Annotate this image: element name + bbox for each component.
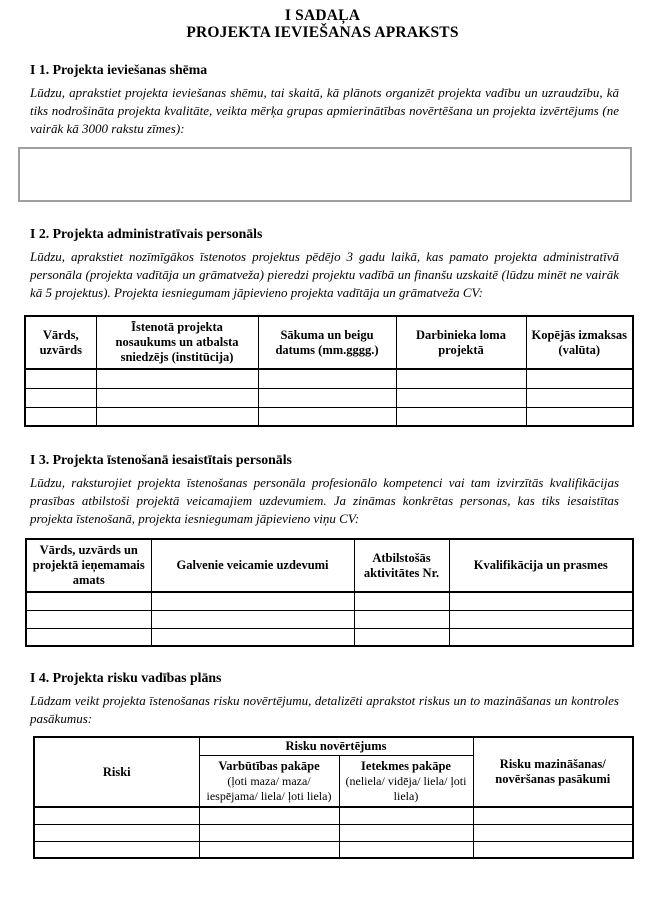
section-heading-i1: I 1. Projekta ieviešanas shēma bbox=[30, 62, 208, 77]
empty-cell[interactable] bbox=[473, 841, 633, 858]
section-description-i2: Lūdzu, aprakstiet nozīmīgākos īstenotos projektus pēdējo 3 gadu laikā, kas pamato projekta administratīvā personāla (projekta vadītāja un grāmatveža) pieredzi projektu vadībā un finanšu uzskaitē (lūdzu minēt ne vairāk kā 5 projektus). Projekta iesniegumam jāpievieno projekta vadītāja un grāmatveža CV: bbox=[30, 249, 619, 300]
table-row bbox=[25, 388, 633, 407]
empty-cell[interactable] bbox=[354, 592, 449, 610]
column-header-darbinieka-loma: Darbinieka loma projektā bbox=[396, 316, 526, 369]
empty-cell[interactable] bbox=[34, 807, 199, 824]
empty-cell[interactable] bbox=[339, 807, 473, 824]
empty-cell[interactable] bbox=[339, 841, 473, 858]
empty-cell[interactable] bbox=[258, 407, 396, 426]
implementation-table-header-row bbox=[26, 539, 633, 592]
empty-cell[interactable] bbox=[258, 388, 396, 407]
column-header-risku-mazinasanas: Risku mazināšanas/ novēršanas pasākumi bbox=[473, 737, 633, 807]
table-row bbox=[25, 369, 633, 388]
empty-cell[interactable] bbox=[25, 407, 96, 426]
section-heading-i2: I 2. Projekta administratīvais personāls bbox=[30, 226, 263, 241]
scheme-text-input[interactable] bbox=[18, 147, 632, 202]
empty-cell[interactable] bbox=[258, 369, 396, 388]
empty-cell[interactable] bbox=[526, 407, 633, 426]
column-header-kvalifikacija: Kvalifikācija un prasmes bbox=[449, 539, 633, 592]
document-title-line2: PROJEKTA IEVIEŠANAS APRAKSTS bbox=[186, 23, 459, 41]
varbutibas-pakape-title: Varbūtības pakāpe bbox=[218, 759, 320, 773]
empty-cell[interactable] bbox=[449, 610, 633, 628]
empty-cell[interactable] bbox=[26, 610, 151, 628]
empty-cell[interactable] bbox=[396, 369, 526, 388]
empty-cell[interactable] bbox=[526, 388, 633, 407]
empty-cell[interactable] bbox=[199, 807, 339, 824]
empty-cell[interactable] bbox=[339, 824, 473, 841]
table-row bbox=[25, 407, 633, 426]
empty-cell[interactable] bbox=[96, 407, 258, 426]
admin-personnel-table bbox=[24, 315, 634, 427]
section-description-i4: Lūdzam veikt projekta īstenošanas risku novērtējumu, detalizēti aprakstot riskus un to mazināšanas un kontroles pasākumus: bbox=[30, 693, 619, 726]
section-description-i3: Lūdzu, raksturojiet projekta īstenošanas personāla profesionālo kompetenci vai tam izvirzītās kvalifikācijas prasības atbilstoši projektā veicamajiem uzdevumiem. Ja zināmas konkrētas personas, kas tiks iesaistītas projekta īstenošanā, projekta iesniegumam jāpievieno viņu CV: bbox=[30, 475, 619, 526]
empty-cell[interactable] bbox=[473, 824, 633, 841]
empty-cell[interactable] bbox=[96, 369, 258, 388]
risk-table-group-header-row bbox=[34, 737, 633, 756]
column-header-risku-novertejums: Risku novērtējums bbox=[199, 737, 473, 756]
risk-management-table bbox=[33, 736, 634, 859]
empty-cell[interactable] bbox=[96, 388, 258, 407]
empty-cell[interactable] bbox=[151, 592, 354, 610]
empty-cell[interactable] bbox=[396, 407, 526, 426]
column-header-vards-uzvards: Vārds, uzvārds bbox=[25, 316, 96, 369]
section-heading-i3: I 3. Projekta īstenošanā iesaistītais personāls bbox=[30, 452, 292, 467]
document-title-line1: I SADAĻA bbox=[284, 7, 361, 24]
table-row bbox=[26, 610, 633, 628]
column-header-istenota-projekta: Īstenotā projekta nosaukums un atbalsta sniedzējs (institūcija) bbox=[96, 316, 258, 369]
column-header-ietekmes-pakape bbox=[339, 756, 473, 808]
column-header-varbutibas-pakape bbox=[199, 756, 339, 808]
section-description-i1: Lūdzu, aprakstiet projekta ieviešanas shēmu, tai skaitā, kā plānots organizēt projekta vadību un uzraudzību, kā tiks nodrošināta projekta kvalitāte, veikta mērķa grupas apmierinātības novērtēšana un projekta izvērtējums (ne vairāk kā 3000 rakstu zīmes): bbox=[30, 85, 619, 136]
ietekmes-pakape-title: Ietekmes pakāpe bbox=[361, 759, 451, 773]
empty-cell[interactable] bbox=[396, 388, 526, 407]
table-row bbox=[34, 807, 633, 824]
empty-cell[interactable] bbox=[354, 628, 449, 646]
table-row bbox=[26, 592, 633, 610]
varbutibas-pakape-note: (ļoti maza/ maza/ iespējama/ liela/ ļoti liela) bbox=[206, 774, 332, 803]
column-header-sakuma-beigu-datums: Sākuma un beigu datums (mm.gggg.) bbox=[258, 316, 396, 369]
column-header-kopejas-izmaksas: Kopējās izmaksas (valūta) bbox=[526, 316, 633, 369]
empty-cell[interactable] bbox=[449, 592, 633, 610]
empty-cell[interactable] bbox=[199, 824, 339, 841]
empty-cell[interactable] bbox=[26, 592, 151, 610]
admin-table-header-row bbox=[25, 316, 633, 369]
document-title bbox=[0, 0, 645, 41]
section-heading-i4: I 4. Projekta risku vadības plāns bbox=[30, 670, 222, 685]
empty-cell[interactable] bbox=[354, 610, 449, 628]
ietekmes-pakape-note: (neliela/ vidēja/ liela/ ļoti liela) bbox=[345, 774, 467, 803]
empty-cell[interactable] bbox=[151, 610, 354, 628]
empty-cell[interactable] bbox=[34, 841, 199, 858]
implementation-personnel-table bbox=[25, 538, 634, 647]
empty-cell[interactable] bbox=[26, 628, 151, 646]
table-row bbox=[26, 628, 633, 646]
table-row bbox=[34, 824, 633, 841]
column-header-riski: Riski bbox=[34, 737, 199, 807]
column-header-galvenie-uzdevumi: Galvenie veicamie uzdevumi bbox=[151, 539, 354, 592]
table-row bbox=[34, 841, 633, 858]
empty-cell[interactable] bbox=[151, 628, 354, 646]
empty-cell[interactable] bbox=[199, 841, 339, 858]
empty-cell[interactable] bbox=[34, 824, 199, 841]
empty-cell[interactable] bbox=[25, 369, 96, 388]
column-header-vards-amats: Vārds, uzvārds un projektā ieņemamais amats bbox=[26, 539, 151, 592]
empty-cell[interactable] bbox=[473, 807, 633, 824]
empty-cell[interactable] bbox=[25, 388, 96, 407]
column-header-aktivitates-nr: Atbilstošās aktivitātes Nr. bbox=[354, 539, 449, 592]
empty-cell[interactable] bbox=[526, 369, 633, 388]
empty-cell[interactable] bbox=[449, 628, 633, 646]
